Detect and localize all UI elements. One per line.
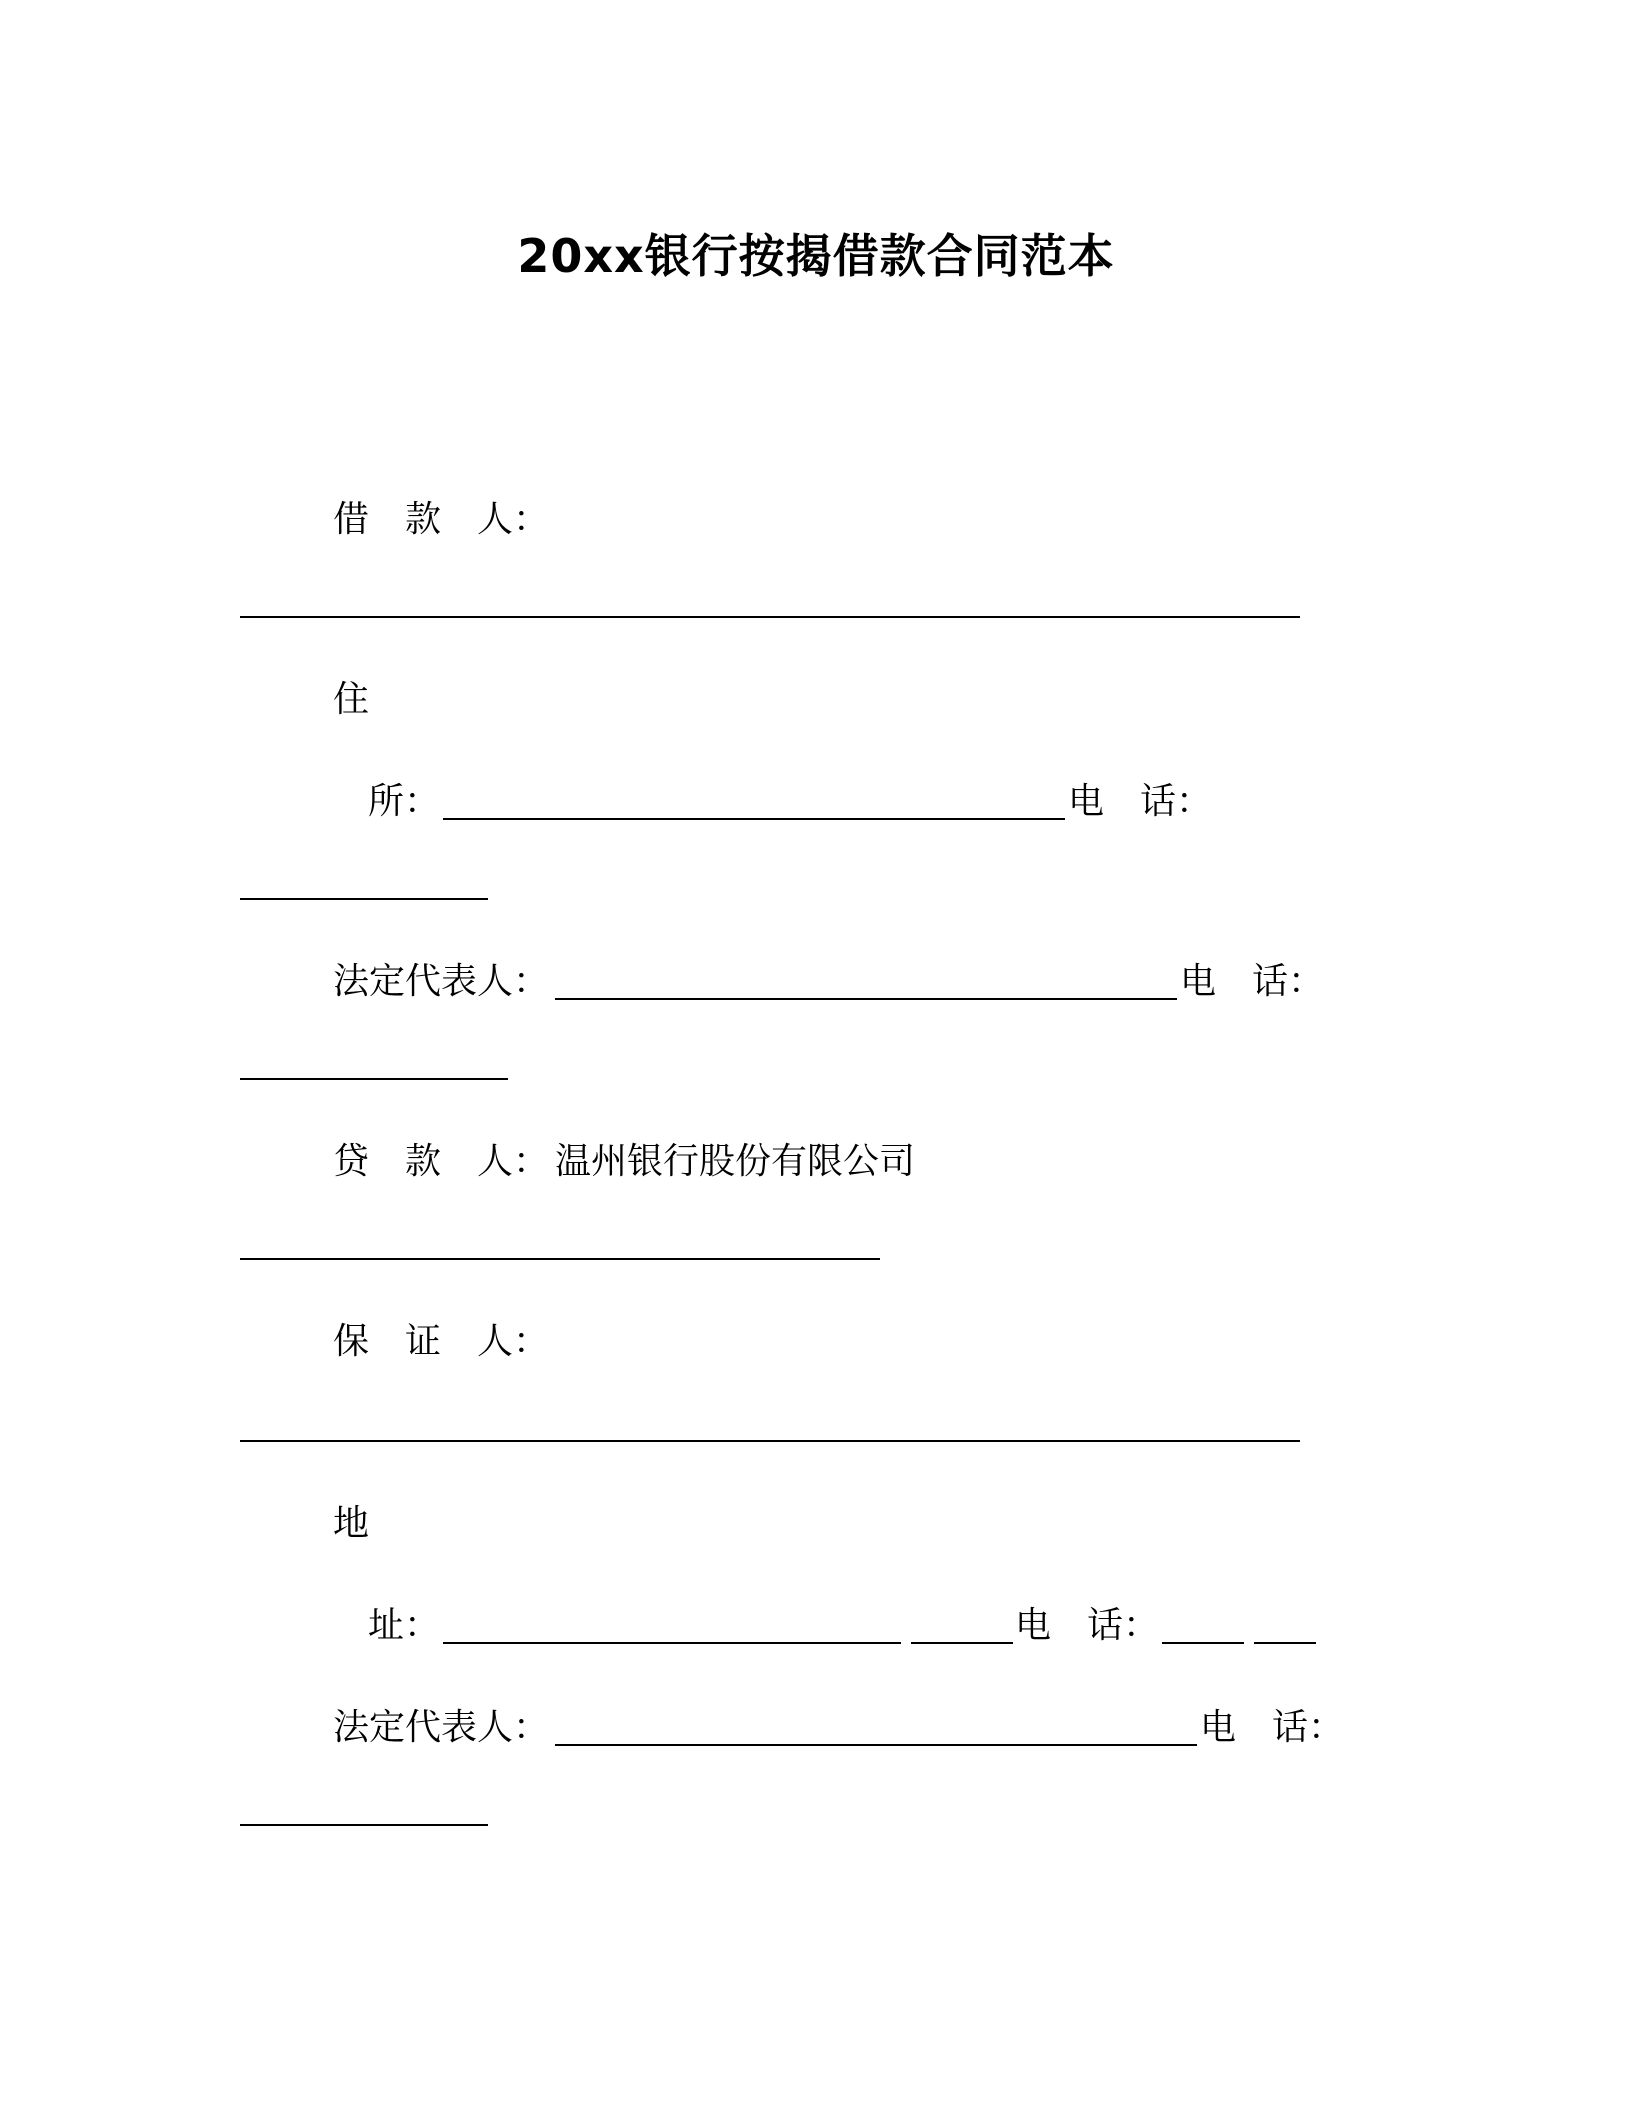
guarantor-address-blank-a	[443, 1642, 901, 1644]
guarantor-legal-rep-phone-blank	[240, 1824, 488, 1826]
guarantor-label: 保 证 人：	[333, 1321, 550, 1362]
borrower-phone-blank	[240, 898, 488, 900]
borrower-legal-rep-phone-blank	[240, 1078, 508, 1080]
guarantor-address-label: 址：	[368, 1605, 441, 1646]
borrower-phone-label: 电 话：	[1068, 781, 1213, 822]
guarantor-legal-rep-label: 法定代表人：	[333, 1707, 550, 1748]
lender-blank	[240, 1258, 880, 1260]
borrower-legal-rep-label: 法定代表人：	[333, 961, 550, 1002]
lender-value: 温州银行股份有限公司	[555, 1141, 916, 1182]
guarantor-address-label-top: 地	[333, 1503, 370, 1544]
guarantor-phone-blank-b	[1254, 1642, 1316, 1644]
guarantor-legal-rep-phone-label: 电 话：	[1200, 1707, 1345, 1748]
lender-label: 贷 款 人：	[333, 1141, 550, 1182]
guarantor-phone-label: 电 话：	[1015, 1605, 1160, 1646]
borrower-legal-rep-blank	[555, 998, 1177, 1000]
borrower-blank	[240, 616, 1300, 618]
guarantor-address-blank-b	[911, 1642, 1013, 1644]
borrower-legal-rep-phone-label: 电 话：	[1180, 961, 1325, 1002]
document-title: 20xx银行按揭借款合同范本	[517, 229, 1115, 283]
borrower-address-label: 所：	[368, 781, 441, 822]
guarantor-blank	[240, 1440, 1300, 1442]
borrower-address-label-top: 住	[333, 679, 370, 720]
guarantor-phone-blank-a	[1162, 1642, 1244, 1644]
guarantor-legal-rep-blank	[555, 1744, 1197, 1746]
borrower-address-blank	[443, 818, 1065, 820]
borrower-label: 借 款 人：	[333, 499, 550, 540]
